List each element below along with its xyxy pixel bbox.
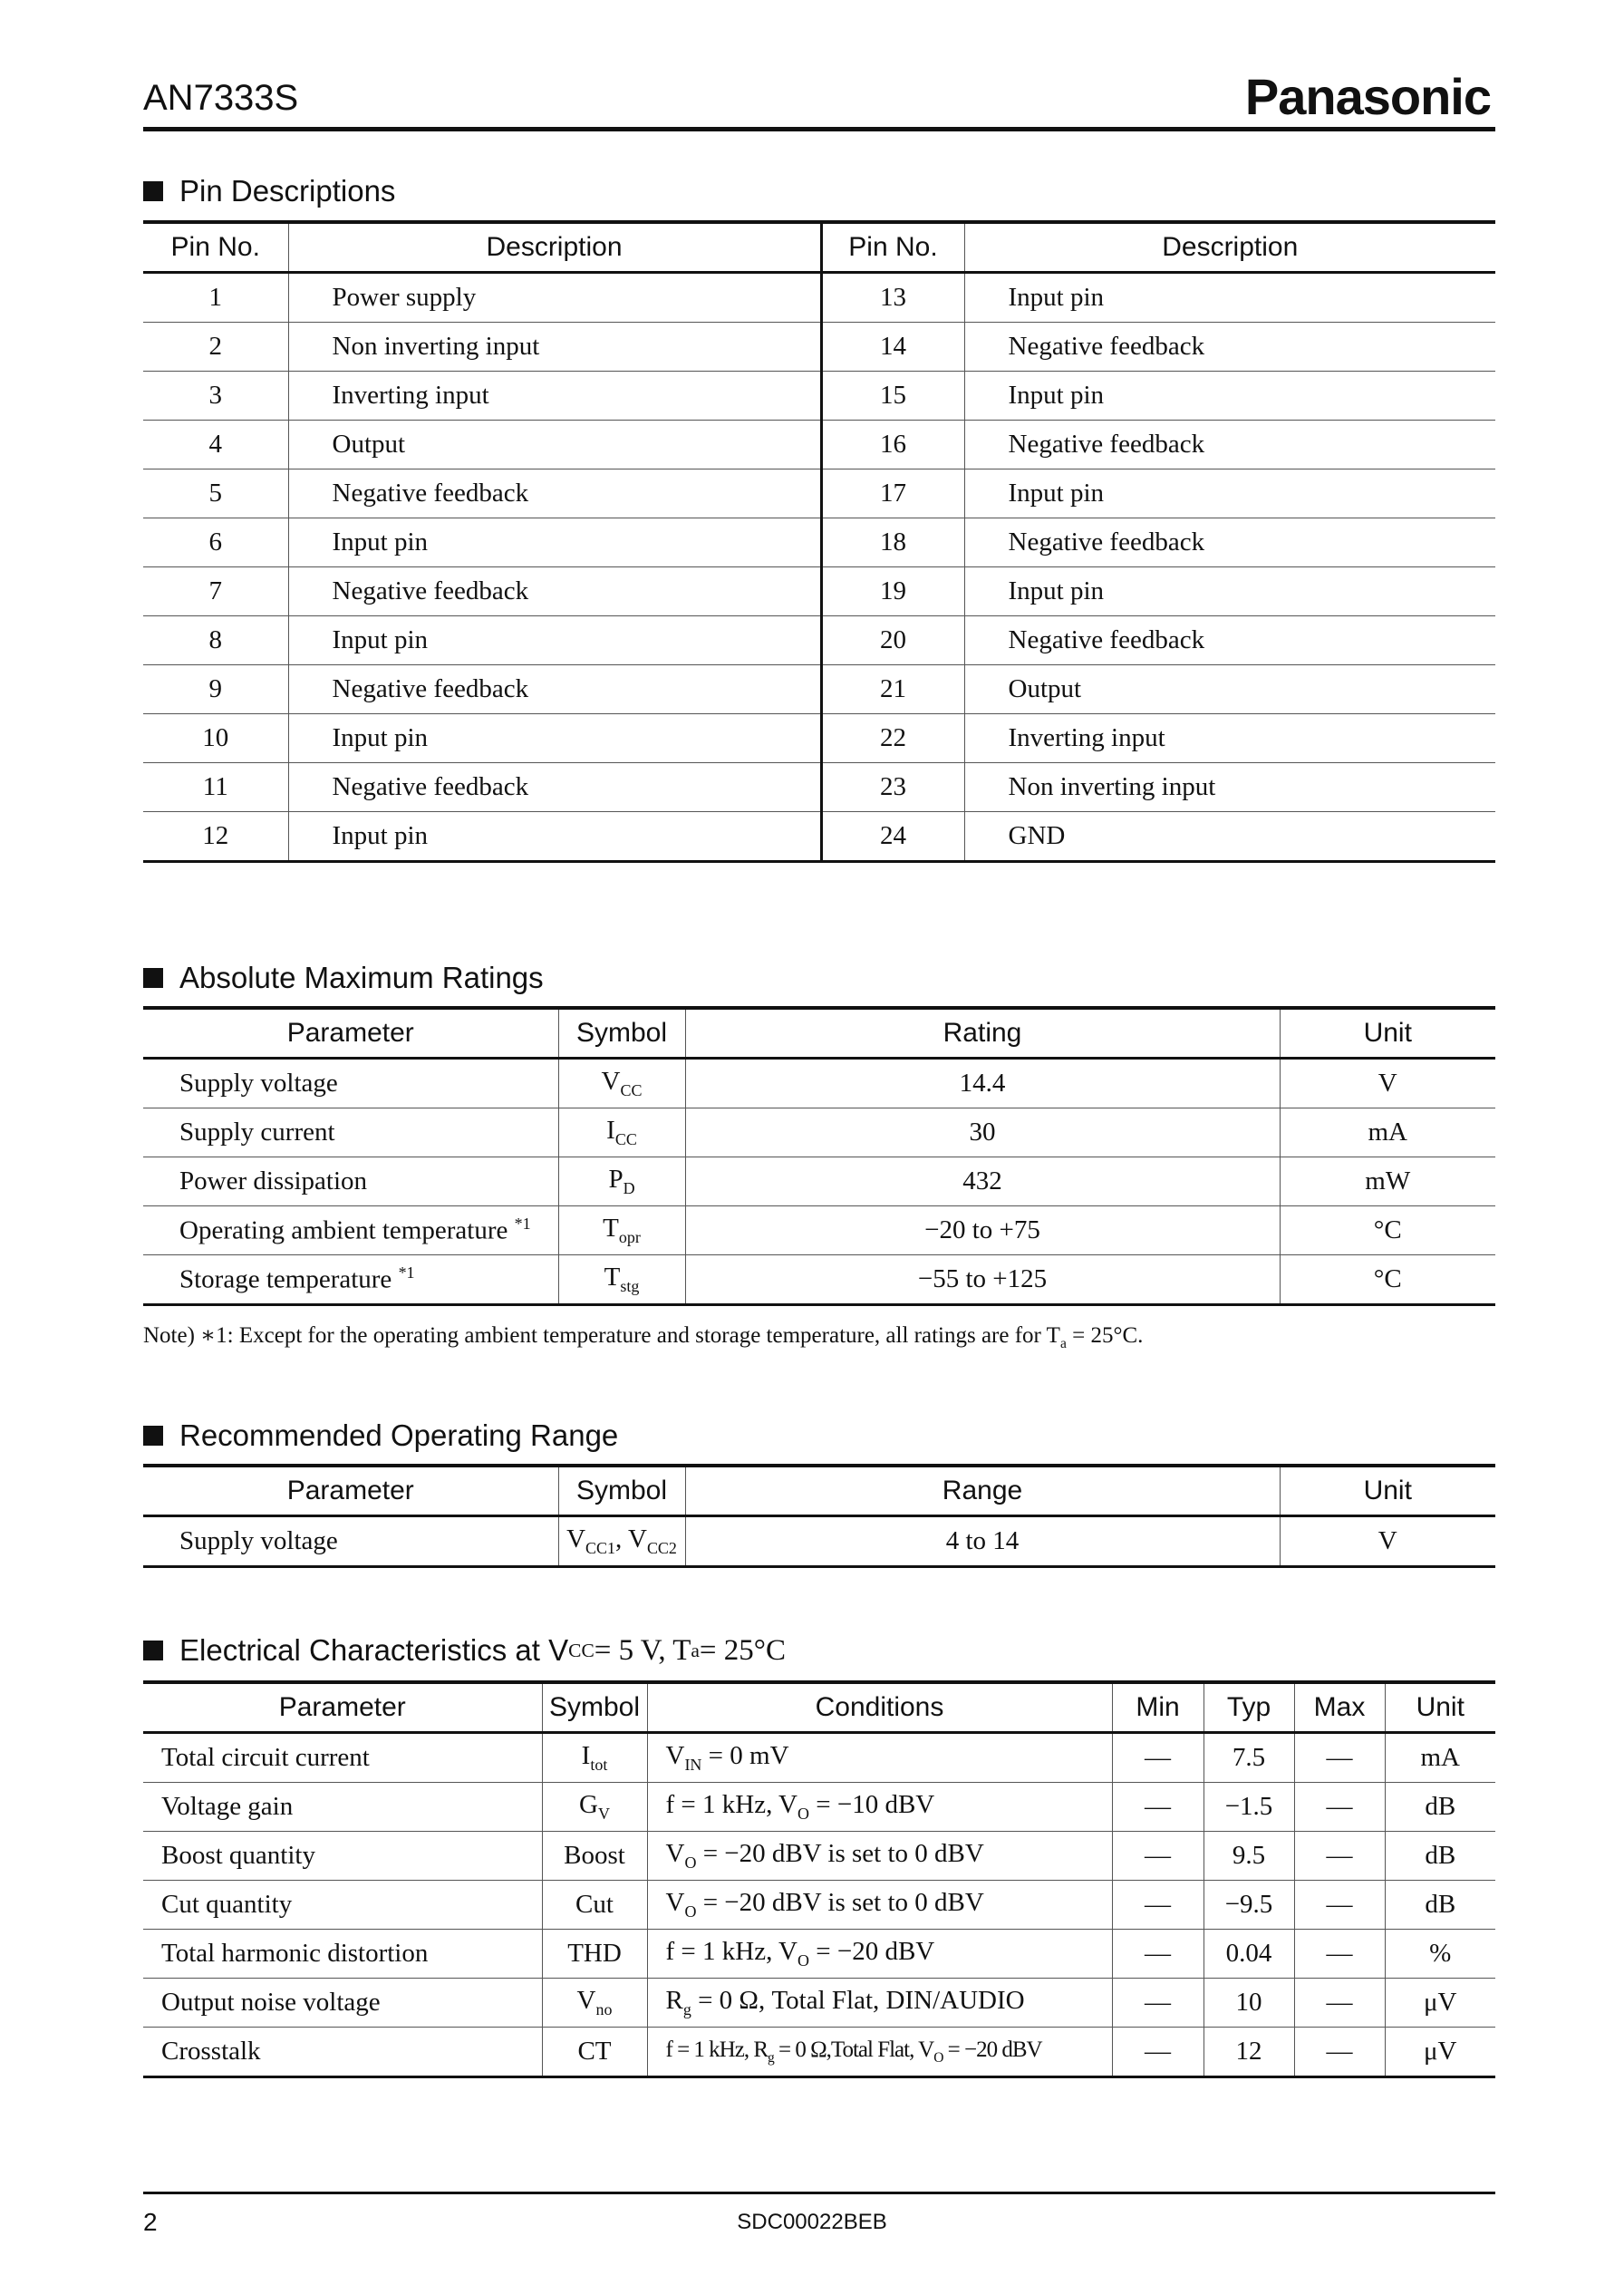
- table-row: [143, 1979, 1495, 2028]
- min-value: —: [1112, 1979, 1204, 2028]
- table-row: [143, 812, 1495, 862]
- pin-number: 23: [821, 763, 964, 812]
- min-value: —: [1112, 1930, 1204, 1979]
- pin-descriptions-table: [143, 220, 1495, 863]
- footer-rule: [143, 2192, 1495, 2194]
- document-code: SDC00022BEB: [737, 2210, 887, 2234]
- col-header: Symbol: [558, 1008, 685, 1059]
- subscript: CC: [614, 1129, 637, 1148]
- pin-number: 24: [821, 812, 964, 862]
- pin-description: Non inverting input: [288, 323, 821, 372]
- symbol-cell: [558, 1157, 685, 1206]
- min-value: —: [1112, 1733, 1204, 1783]
- conditions-cell: [647, 1733, 1112, 1783]
- pin-number: 14: [821, 323, 964, 372]
- pin-description: Negative feedback: [964, 616, 1495, 665]
- subscript: g: [682, 1999, 691, 2018]
- condition-text: = 0 Ω,Total Flat, V: [773, 2037, 934, 2062]
- parameter-cell: [143, 1059, 558, 1108]
- rec-range-table-body: [143, 1516, 1495, 1567]
- note-marker: *1: [398, 1263, 415, 1283]
- col-header: Parameter: [143, 1466, 558, 1516]
- table-row: [143, 1832, 1495, 1881]
- col-header: Description: [964, 222, 1495, 273]
- elec-char-title: Electrical Characteristics at V CC = 5 V, T a = 25°C: [143, 1633, 786, 1668]
- parameter-name: Supply voltage: [179, 1069, 338, 1098]
- condition-text: f = 1 kHz, V: [665, 1790, 798, 1820]
- symbol-cell: [558, 1255, 685, 1305]
- col-header: Unit: [1280, 1466, 1495, 1516]
- pin-number: 21: [821, 665, 964, 714]
- pin-description: Negative feedback: [288, 763, 821, 812]
- rating-value: −55 to +125: [685, 1255, 1280, 1305]
- symbol: T: [604, 1263, 621, 1292]
- table-row: [143, 1059, 1495, 1108]
- parameter-cell: [143, 1108, 558, 1157]
- symbol: I: [606, 1116, 615, 1146]
- condition-text: V: [665, 1839, 685, 1869]
- conditions-cell: [647, 2028, 1112, 2077]
- typ-value: 10: [1204, 1979, 1294, 2028]
- unit-cell: V: [1280, 1516, 1495, 1567]
- pin-number: 19: [821, 567, 964, 616]
- pin-number: 5: [143, 469, 288, 518]
- symbol: V: [576, 1986, 596, 2016]
- condition-text: = −20 dBV: [808, 1937, 935, 1967]
- symbol-cell: [542, 2028, 647, 2077]
- pin-description: Inverting input: [288, 372, 821, 421]
- parameter-name: Storage temperature: [179, 1264, 392, 1294]
- col-header: Max: [1294, 1682, 1385, 1733]
- pin-description: Input pin: [964, 372, 1495, 421]
- abs-max-table: [143, 1006, 1495, 1306]
- pin-descriptions-title: Pin Descriptions: [143, 174, 395, 208]
- parameter-cell: Output noise voltage: [143, 1979, 542, 2028]
- note-marker: *1: [514, 1215, 531, 1234]
- conditions-cell: [647, 1881, 1112, 1930]
- rating-value: −20 to +75: [685, 1206, 1280, 1255]
- abs-max-table-body: [143, 1059, 1495, 1305]
- parameter-cell: Voltage gain: [143, 1783, 542, 1832]
- pin-description: Negative feedback: [964, 323, 1495, 372]
- symbol: T: [603, 1214, 619, 1244]
- typ-value: 7.5: [1204, 1733, 1294, 1783]
- subscript: V: [597, 1804, 610, 1823]
- col-header: Pin No.: [821, 222, 964, 273]
- parameter-cell: [143, 1206, 558, 1255]
- col-header: Min: [1112, 1682, 1204, 1733]
- subscript: g: [768, 2049, 774, 2066]
- max-value: —: [1294, 1930, 1385, 1979]
- section-bullet-icon: [143, 968, 163, 988]
- symbol: V: [601, 1067, 621, 1097]
- pin-description: Input pin: [964, 273, 1495, 323]
- subscript: CC2: [646, 1538, 677, 1557]
- subscript: tot: [590, 1755, 608, 1774]
- pin-description: Negative feedback: [288, 665, 821, 714]
- condition-text: f = 1 kHz, R: [665, 2037, 768, 2062]
- max-value: —: [1294, 1881, 1385, 1930]
- pin-number: 2: [143, 323, 288, 372]
- pin-description: Negative feedback: [288, 567, 821, 616]
- symbol-cell: [542, 1979, 647, 2028]
- section-bullet-icon: [143, 1641, 163, 1660]
- symbol: G: [579, 1790, 598, 1820]
- unit-cell: °C: [1280, 1206, 1495, 1255]
- pin-description: Non inverting input: [964, 763, 1495, 812]
- table-header-row: [143, 1008, 1495, 1059]
- conditions-cell: [647, 1930, 1112, 1979]
- elec-char-table: [143, 1680, 1495, 2078]
- typ-value: −1.5: [1204, 1783, 1294, 1832]
- pin-number: 7: [143, 567, 288, 616]
- col-header: Description: [288, 222, 821, 273]
- table-row: [143, 1783, 1495, 1832]
- parameter-cell: [143, 1157, 558, 1206]
- unit-cell: mW: [1280, 1157, 1495, 1206]
- condition-text: R: [665, 1986, 683, 2016]
- conditions-cell: [647, 1832, 1112, 1881]
- col-header: Unit: [1385, 1682, 1495, 1733]
- table-row: [143, 1157, 1495, 1206]
- pin-description: Input pin: [288, 616, 821, 665]
- condition-text: = 0 mV: [701, 1741, 789, 1771]
- condition-text: = 0 Ω, Total Flat, DIN/AUDIO: [691, 1986, 1025, 2016]
- rating-value: 432: [685, 1157, 1280, 1206]
- table-row: [143, 1108, 1495, 1157]
- symbol-cell: [542, 1832, 647, 1881]
- header-rule: [143, 127, 1495, 131]
- symbol: CT: [577, 2037, 612, 2066]
- brand-logo: Panasonic: [1244, 68, 1491, 125]
- pin-description: Input pin: [288, 518, 821, 567]
- subscript: O: [684, 1902, 697, 1921]
- subscript: stg: [620, 1276, 640, 1295]
- parameter-cell: Total harmonic distortion: [143, 1930, 542, 1979]
- table-row: [143, 372, 1495, 421]
- typ-value: −9.5: [1204, 1881, 1294, 1930]
- pin-description: Input pin: [964, 567, 1495, 616]
- parameter-cell: Supply voltage: [143, 1516, 558, 1567]
- typ-value: 12: [1204, 2028, 1294, 2077]
- pin-number: 17: [821, 469, 964, 518]
- subscript: O: [933, 2049, 943, 2066]
- part-number: AN7333S: [143, 78, 299, 118]
- parameter-name: Operating ambient temperature: [179, 1215, 508, 1245]
- table-header-row: [143, 1466, 1495, 1516]
- table-row: [143, 1881, 1495, 1930]
- pin-description: Input pin: [288, 714, 821, 763]
- rec-range-table: [143, 1464, 1495, 1568]
- symbol: Boost: [564, 1841, 625, 1870]
- parameter-cell: Cut quantity: [143, 1881, 542, 1930]
- table-row: [143, 2028, 1495, 2077]
- parameter-name: Power dissipation: [179, 1166, 368, 1195]
- conditions-cell: [647, 1783, 1112, 1832]
- subscript: opr: [618, 1227, 641, 1246]
- section-bullet-icon: [143, 1426, 163, 1446]
- col-header: Conditions: [647, 1682, 1112, 1733]
- pin-description: Input pin: [288, 812, 821, 862]
- table-row: [143, 665, 1495, 714]
- pin-number: 3: [143, 372, 288, 421]
- symbol-cell: [542, 1930, 647, 1979]
- max-value: —: [1294, 1979, 1385, 2028]
- parameter-cell: Crosstalk: [143, 2028, 542, 2077]
- table-row: [143, 1206, 1495, 1255]
- pin-description: Inverting input: [964, 714, 1495, 763]
- table-row: [143, 1733, 1495, 1783]
- symbol-cell: [542, 1733, 647, 1783]
- unit-cell: μV: [1385, 1979, 1495, 2028]
- unit-cell: μV: [1385, 2028, 1495, 2077]
- pin-number: 16: [821, 421, 964, 469]
- condition-text: = −10 dBV: [808, 1790, 935, 1820]
- min-value: —: [1112, 1881, 1204, 1930]
- subscript: D: [623, 1178, 635, 1197]
- rec-range-title: Recommended Operating Range: [143, 1418, 618, 1453]
- table-row: [143, 323, 1495, 372]
- typ-value: 0.04: [1204, 1930, 1294, 1979]
- symbol-cell: [542, 1783, 647, 1832]
- col-header: Parameter: [143, 1682, 542, 1733]
- table-row: [143, 1930, 1495, 1979]
- pin-number: 10: [143, 714, 288, 763]
- unit-cell: °C: [1280, 1255, 1495, 1305]
- unit-cell: dB: [1385, 1832, 1495, 1881]
- pin-description: Negative feedback: [964, 421, 1495, 469]
- col-header: Parameter: [143, 1008, 558, 1059]
- max-value: —: [1294, 1783, 1385, 1832]
- parameter-cell: Boost quantity: [143, 1832, 542, 1881]
- col-header: Range: [685, 1466, 1280, 1516]
- col-header: Typ: [1204, 1682, 1294, 1733]
- section-bullet-icon: [143, 181, 163, 201]
- symbol-cell: [558, 1059, 685, 1108]
- condition-text: = −20 dBV is set to 0 dBV: [696, 1888, 984, 1918]
- abs-max-title: Absolute Maximum Ratings: [143, 961, 544, 995]
- parameter-cell: [143, 1255, 558, 1305]
- pin-description: Output: [964, 665, 1495, 714]
- condition-text: = −20 dBV: [942, 2037, 1042, 2062]
- pin-description: Power supply: [288, 273, 821, 323]
- condition-text: V: [665, 1888, 685, 1918]
- rating-value: 30: [685, 1108, 1280, 1157]
- symbol: Cut: [575, 1890, 614, 1919]
- typ-value: 9.5: [1204, 1832, 1294, 1881]
- symbol: V: [627, 1524, 647, 1554]
- pin-number: 18: [821, 518, 964, 567]
- pin-number: 20: [821, 616, 964, 665]
- subscript: O: [798, 1950, 809, 1970]
- pin-description: Output: [288, 421, 821, 469]
- col-header: Pin No.: [143, 222, 288, 273]
- subscript: IN: [684, 1755, 702, 1774]
- max-value: —: [1294, 1832, 1385, 1881]
- table-header-row: [143, 222, 1495, 273]
- pin-number: 4: [143, 421, 288, 469]
- pin-number: 1: [143, 273, 288, 323]
- min-value: —: [1112, 1832, 1204, 1881]
- symbol: P: [608, 1165, 624, 1195]
- unit-cell: dB: [1385, 1881, 1495, 1930]
- unit-cell: V: [1280, 1059, 1495, 1108]
- symbol-cell: [558, 1108, 685, 1157]
- col-header: Rating: [685, 1008, 1280, 1059]
- subscript: no: [595, 1999, 613, 2018]
- rating-value: 14.4: [685, 1059, 1280, 1108]
- pin-number: 6: [143, 518, 288, 567]
- separator: ,: [615, 1524, 628, 1554]
- table-row: [143, 567, 1495, 616]
- pin-number: 22: [821, 714, 964, 763]
- subscript: CC1: [585, 1538, 615, 1557]
- pin-number: 13: [821, 273, 964, 323]
- condition-text: f = 1 kHz, V: [665, 1937, 798, 1967]
- pin-description: Negative feedback: [964, 518, 1495, 567]
- parameter-name: Supply current: [179, 1118, 335, 1147]
- pin-description: Input pin: [964, 469, 1495, 518]
- symbol-cell: [558, 1206, 685, 1255]
- min-value: —: [1112, 2028, 1204, 2077]
- table-row: [143, 421, 1495, 469]
- subscript: O: [798, 1804, 809, 1823]
- table-row: [143, 763, 1495, 812]
- symbol-cell: [558, 1516, 685, 1567]
- symbol-cell: [542, 1881, 647, 1930]
- parameter-cell: Total circuit current: [143, 1733, 542, 1783]
- condition-text: V: [665, 1741, 685, 1771]
- table-row: [143, 714, 1495, 763]
- max-value: —: [1294, 1733, 1385, 1783]
- pin-number: 12: [143, 812, 288, 862]
- symbol: V: [566, 1524, 586, 1554]
- pin-number: 15: [821, 372, 964, 421]
- min-value: —: [1112, 1783, 1204, 1832]
- max-value: —: [1294, 2028, 1385, 2077]
- unit-cell: dB: [1385, 1783, 1495, 1832]
- page-number: 2: [143, 2208, 158, 2236]
- col-header: Symbol: [558, 1466, 685, 1516]
- table-row: [143, 1516, 1495, 1567]
- pin-number: 11: [143, 763, 288, 812]
- pin-description: Negative feedback: [288, 469, 821, 518]
- symbol: I: [581, 1741, 591, 1771]
- condition-text: = −20 dBV is set to 0 dBV: [696, 1839, 984, 1869]
- table-row: [143, 469, 1495, 518]
- table-row: [143, 616, 1495, 665]
- pin-number: 9: [143, 665, 288, 714]
- table-row: [143, 1255, 1495, 1305]
- unit-cell: mA: [1385, 1733, 1495, 1783]
- pin-table-body: [143, 273, 1495, 862]
- table-row: [143, 273, 1495, 323]
- subscript: CC: [620, 1080, 643, 1099]
- pin-description: GND: [964, 812, 1495, 862]
- elec-char-table-body: [143, 1733, 1495, 2077]
- unit-cell: mA: [1280, 1108, 1495, 1157]
- range-value: 4 to 14: [685, 1516, 1280, 1567]
- abs-max-note: Note) ∗1: Except for the operating ambient temperature and storage temperature, all ratings are for $T_a = 25^\circ C$.: [143, 1323, 1144, 1351]
- col-header: Symbol: [542, 1682, 647, 1733]
- conditions-cell: [647, 1979, 1112, 2028]
- unit-cell: %: [1385, 1930, 1495, 1979]
- subscript: O: [684, 1853, 697, 1872]
- symbol: THD: [567, 1939, 622, 1968]
- col-header: Unit: [1280, 1008, 1495, 1059]
- table-header-row: [143, 1682, 1495, 1733]
- pin-number: 8: [143, 616, 288, 665]
- table-row: [143, 518, 1495, 567]
